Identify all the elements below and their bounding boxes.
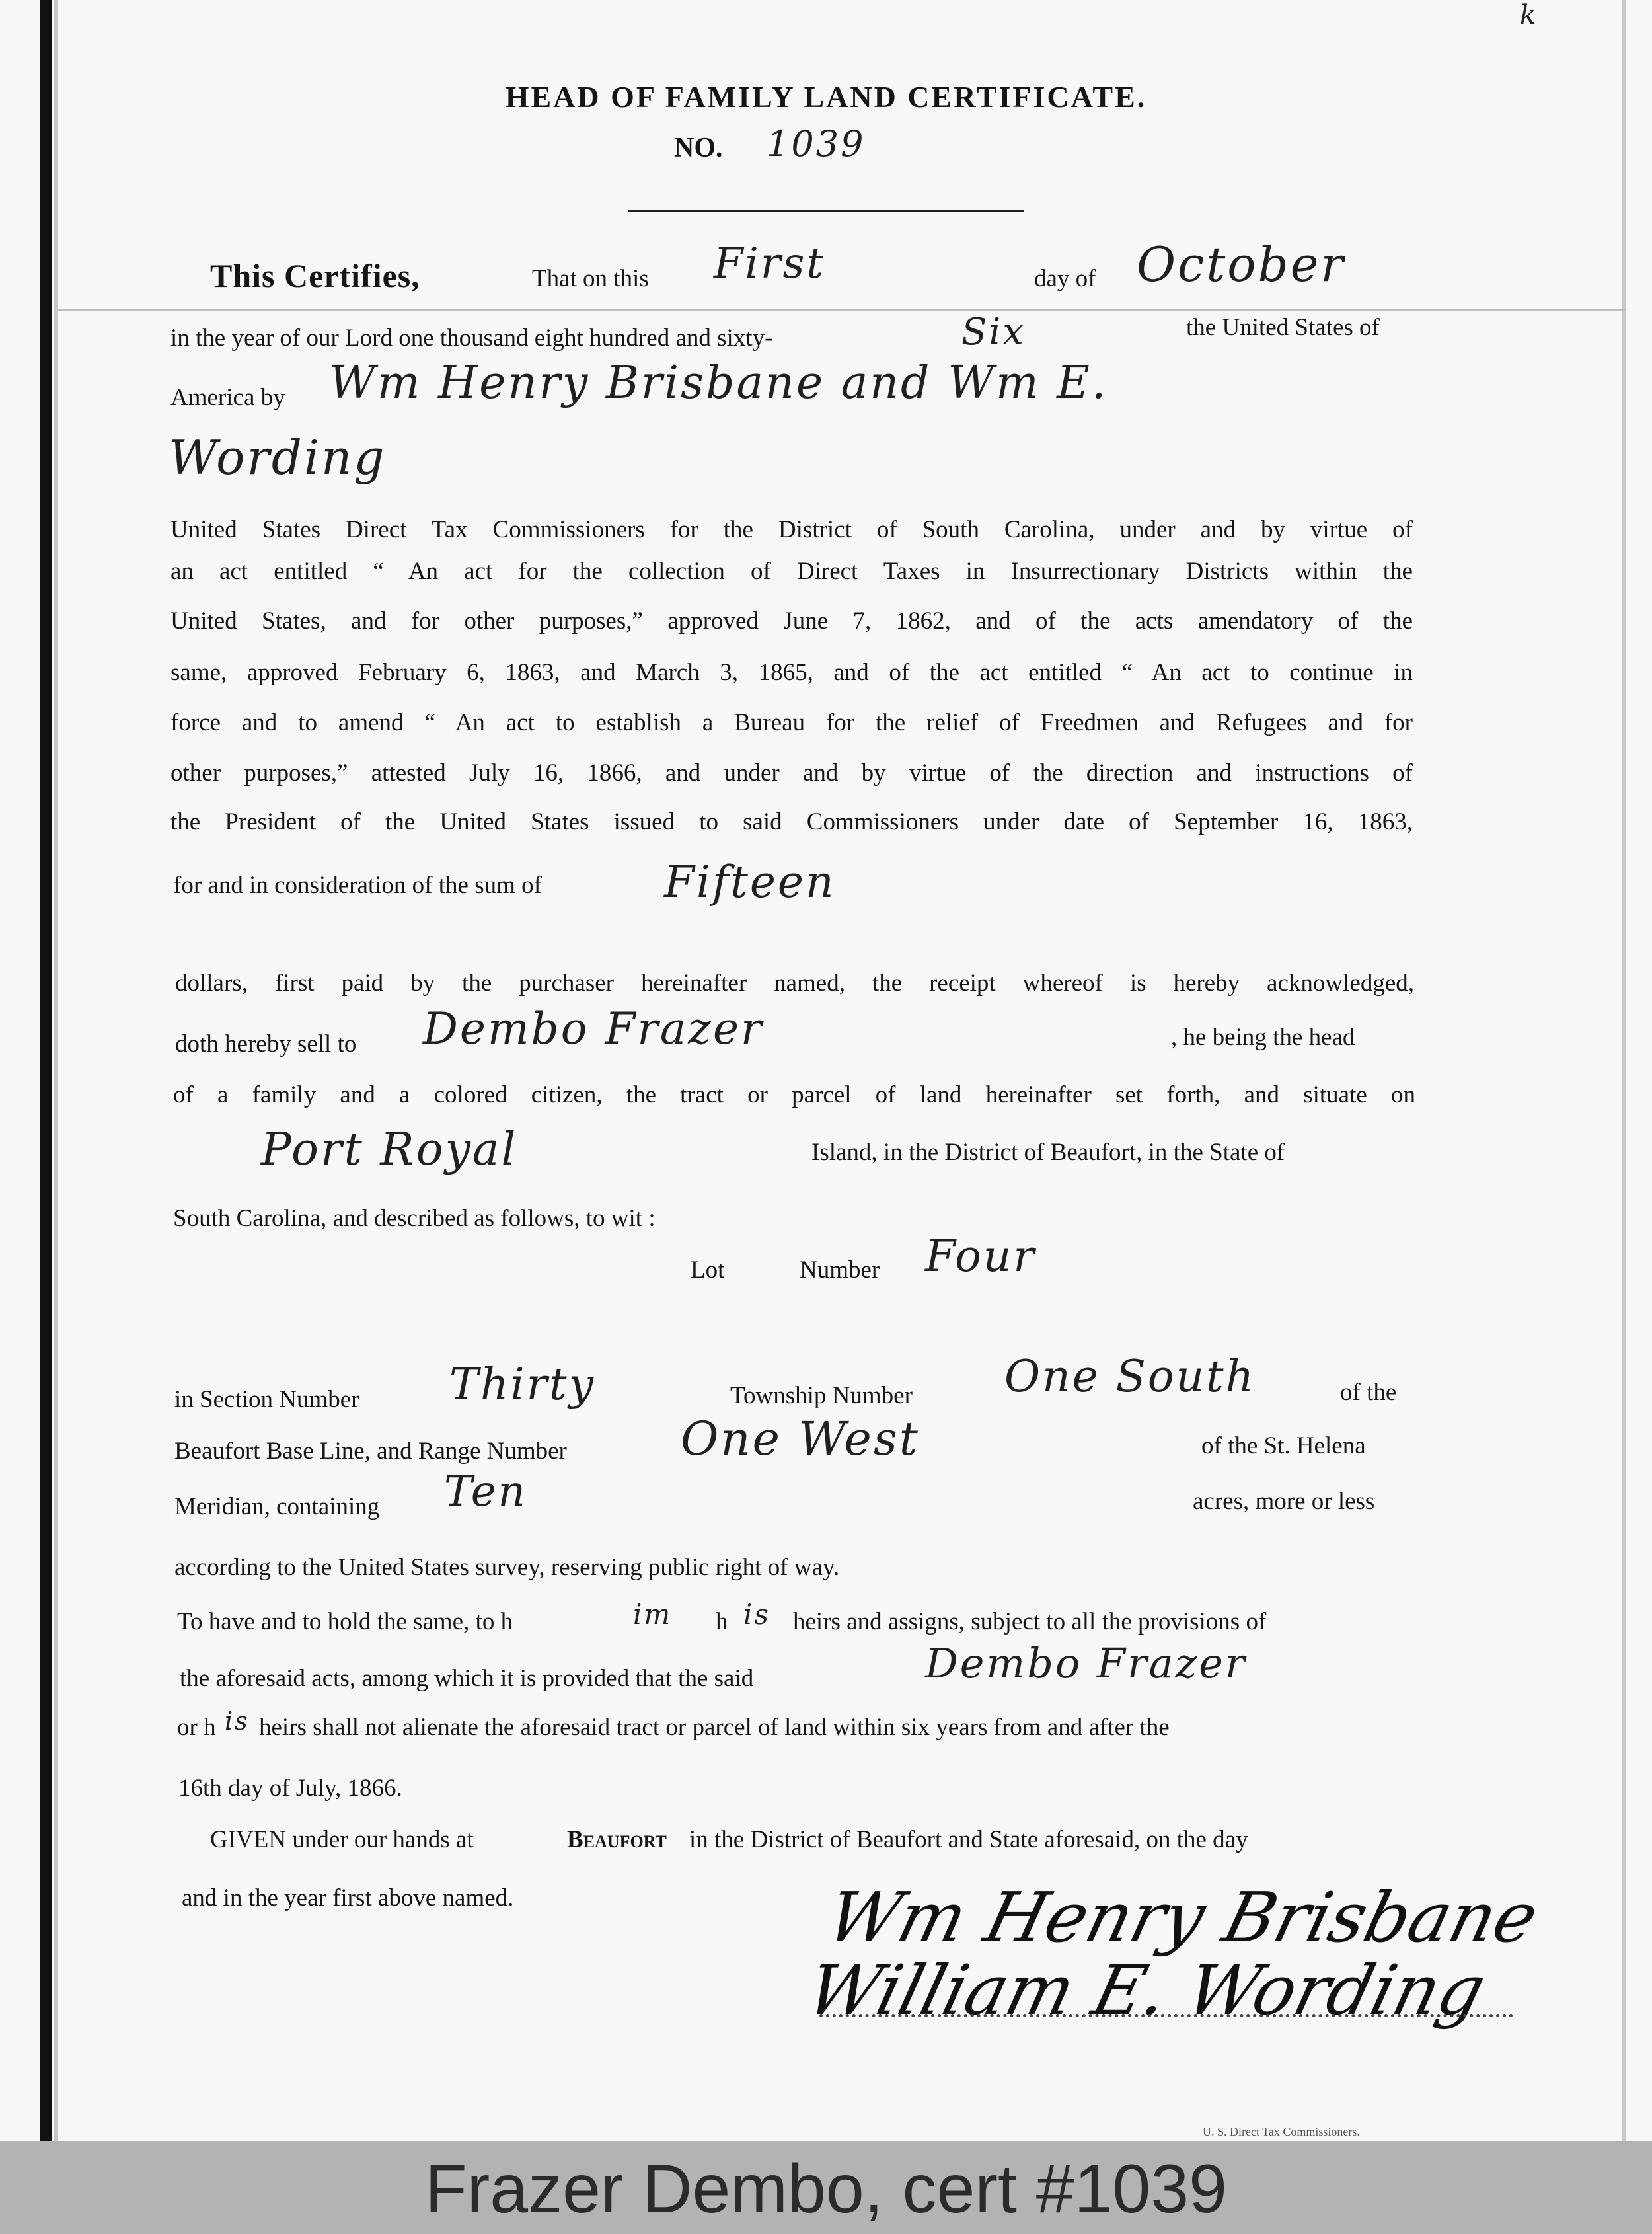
paragraph-line: United States Direct Tax Commissioners for the District of South Carolina, under and by virtue of (170, 516, 1413, 543)
meridian-label: Meridian, containing (174, 1493, 380, 1520)
year-text: in the year of our Lord one thousand eight hundred and sixty- (170, 325, 773, 352)
paragraph-line: United States, and for other purposes,” approved June 7, 1862, and of the acts amendatory of the (170, 607, 1413, 635)
head-of-family-label: , he being the head (1171, 1024, 1355, 1051)
alienate-b: heirs shall not alienate the aforesaid tract or parcel of land within six years from and after the (259, 1714, 1170, 1741)
alienate-a: or h (177, 1714, 216, 1741)
signature-wording: William E. Wording (799, 1950, 1493, 2030)
purchaser-value: Dembo Frazer (423, 1003, 764, 1054)
acres-value: Ten (444, 1467, 527, 1516)
year-value: Six (961, 311, 1026, 354)
lot-value: Four (925, 1231, 1036, 1282)
sum-value: Fifteen (664, 857, 836, 907)
paragraph-line: of a family and a colored citizen, the tract or parcel of land hereinafter set forth, and situate on (173, 1081, 1415, 1108)
st-helena-label: of the St. Helena (1201, 1432, 1366, 1459)
lot-label: Lot (691, 1256, 725, 1284)
township-value: One South (1004, 1351, 1256, 1402)
commissioners-value-1: Wm Henry Brisbane and Wm E. (329, 357, 1108, 409)
base-line-label: Beaufort Base Line, and Range Number (174, 1438, 567, 1465)
month-value: October (1137, 237, 1345, 292)
title-rule (628, 210, 1024, 212)
caption-text: Frazer Dembo, cert #1039 (425, 2151, 1227, 2227)
page-right-edge (1622, 0, 1626, 2141)
commissioners-value-2: Wording (169, 430, 387, 485)
certificate-number-label: NO. (674, 133, 723, 163)
section-value: Thirty (449, 1359, 595, 1410)
day-of-label: day of (1034, 265, 1096, 292)
day-value: First (714, 239, 826, 288)
lot-number-label: Number (800, 1256, 880, 1284)
given-c: and in the year first above named. (182, 1884, 514, 1911)
paragraph-line: the President of the United States issued to said Commissioners under date of September 16, 1863, (170, 808, 1413, 835)
certificate-title: HEAD OF FAMILY LAND CERTIFICATE. (505, 80, 1147, 114)
signature-line (819, 2014, 1513, 2017)
commissioners-caption: U. S. Direct Tax Commissioners. (1203, 2125, 1360, 2138)
section-label: in Section Number (174, 1386, 359, 1413)
habendum-c: heirs and assigns, subject to all the provisions of (793, 1608, 1267, 1635)
paragraph-line: dollars, first paid by the purchaser hereinafter named, the receipt whereof is hereby acknowledged, (175, 970, 1414, 997)
range-value: One West (681, 1412, 920, 1466)
proviso-name: Dembo Frazer (925, 1639, 1247, 1687)
habendum-b: h (716, 1608, 728, 1635)
binding-shadow (54, 0, 58, 2141)
certificate-number: 1039 (767, 123, 866, 165)
described-as-follows: South Carolina, and described as follows, to wit : (173, 1205, 656, 1232)
given-a: GIVEN under our hands at (210, 1826, 474, 1853)
township-label: Township Number (730, 1382, 913, 1409)
habendum-his: is (743, 1598, 770, 1631)
intro-text: That on this (532, 265, 649, 292)
binding-edge (40, 0, 52, 2141)
date-line: 16th day of July, 1866. (178, 1775, 402, 1802)
united-states-of: the United States of (1186, 314, 1380, 341)
signature-brisbane: Wm Henry Brisbane (819, 1877, 1546, 1958)
sell-to-label: doth hereby sell to (175, 1030, 357, 1058)
proviso-text: the aforesaid acts, among which it is provided that the said (180, 1665, 754, 1692)
habendum-him: im (633, 1598, 673, 1631)
island-value: Port Royal (261, 1124, 518, 1176)
survey-text: according to the United States survey, reserving public right of way. (174, 1554, 840, 1581)
of-the-label: of the (1340, 1379, 1397, 1406)
paragraph-line: other purposes,” attested July 16, 1866, and under and by virtue of the direction and instructions of (170, 759, 1413, 787)
island-label: Island, in the District of Beaufort, in the State of (811, 1139, 1285, 1166)
fold-line (58, 309, 1626, 311)
paragraph-line: an act entitled “ An act for the collection of Direct Taxes in Insurrectionary Districts within the (170, 558, 1413, 585)
given-place: Beaufort (567, 1826, 667, 1853)
paragraph-line: force and to amend “ An act to establish a Bureau for the relief of Freedmen and Refugees and for (170, 709, 1413, 736)
acres-label: acres, more or less (1193, 1488, 1375, 1515)
habendum-a: To have and to hold the same, to h (177, 1608, 513, 1635)
given-b: in the District of Beaufort and State aforesaid, on the day (689, 1826, 1248, 1853)
america-by: America by (170, 384, 285, 411)
paragraph-line: same, approved February 6, 1863, and March 3, 1865, and of the act entitled “ An act to continue in (170, 659, 1413, 686)
alienate-his: is (225, 1707, 250, 1736)
consideration-label: for and in consideration of the sum of (173, 872, 542, 899)
intro-blackletter: This Certifies, (210, 257, 420, 294)
corner-annotation: k (1520, 0, 1538, 30)
